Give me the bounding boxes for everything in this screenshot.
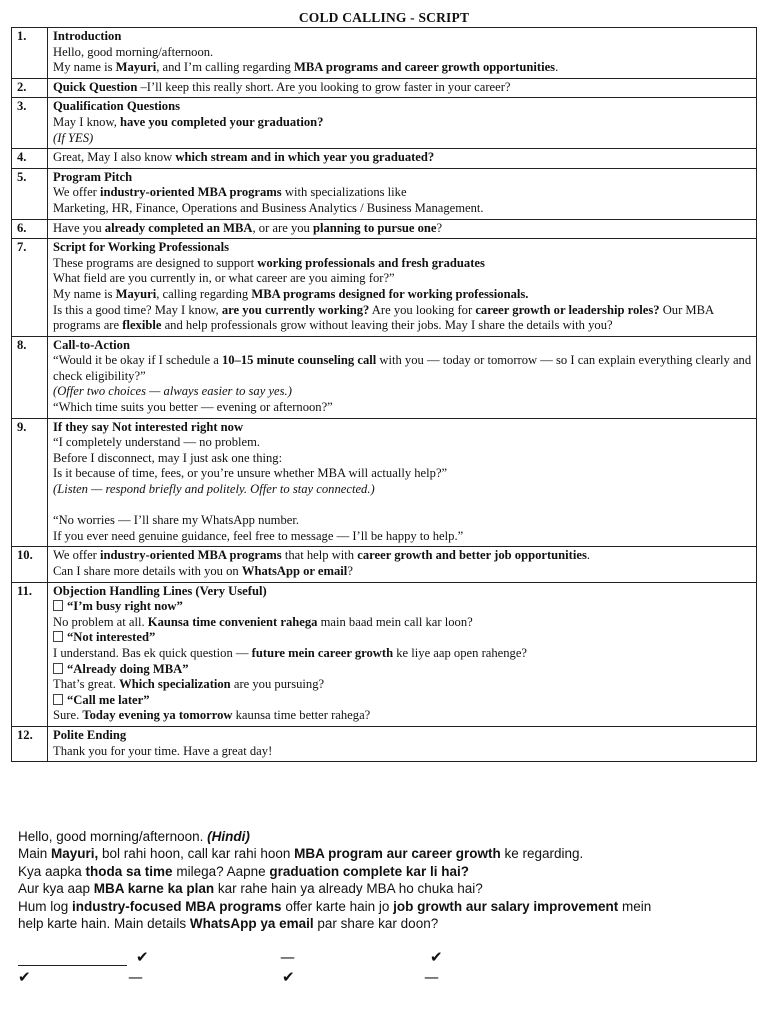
text: What field are you currently in, or what career are you aiming for?” [53, 271, 395, 286]
section-title: Program Pitch [53, 169, 133, 184]
text: That’s great. [53, 677, 120, 692]
table-row [12, 336, 757, 418]
text: I understand. Bas ek quick question — [53, 645, 252, 660]
text-line [53, 45, 752, 61]
row-content [48, 149, 757, 169]
text-line [53, 744, 752, 760]
check-icon: ✔ [18, 968, 31, 986]
row-content [48, 98, 757, 149]
text: Sure. [53, 708, 83, 723]
table-row [12, 239, 757, 337]
text: Have you [53, 220, 105, 235]
checkmark-row [18, 948, 758, 988]
section-title: Polite Ending [53, 727, 127, 742]
text-line [53, 466, 752, 482]
bold-text: job growth aur salary improvement [393, 898, 619, 914]
bold-text: “Already doing MBA” [67, 661, 189, 676]
section-title: Introduction [53, 29, 122, 43]
check-icon: ✔ [282, 968, 295, 986]
row-number: 12. [12, 726, 48, 761]
checkbox-glyph-icon [53, 631, 63, 642]
text: main baad mein call kar loon? [317, 614, 473, 629]
row-content [48, 726, 757, 761]
text-line [53, 201, 752, 217]
text: . [586, 548, 591, 563]
text: , or are you [252, 220, 313, 235]
text-line [53, 131, 752, 147]
bold-text: flexible [122, 318, 162, 333]
hindi-script [18, 828, 758, 932]
bold-text: have you completed your graduation? [120, 114, 324, 129]
row-number: 8. [12, 336, 48, 418]
table-row [12, 168, 757, 219]
text-line [53, 482, 752, 498]
bold-text: already completed an MBA [104, 220, 253, 235]
text: Great, May I also know [53, 150, 176, 165]
text-line [53, 693, 752, 709]
text: No problem at all. [53, 614, 148, 629]
bold-text: graduation complete kar li hai? [269, 863, 469, 879]
text: bol rahi hoon, call kar rahi hoon [98, 846, 295, 862]
row-content [48, 28, 757, 79]
bold-text: “Call me later” [67, 692, 150, 707]
row-content [48, 78, 757, 98]
table-row [12, 582, 757, 726]
text-line [53, 400, 752, 416]
table-row [12, 418, 757, 547]
text-line [53, 513, 752, 529]
row-number: 11. [12, 582, 48, 726]
text-line [18, 863, 758, 880]
row-number: 3. [12, 98, 48, 149]
text: If you ever need genuine guidance, feel free to message — I’ll be happy to help.” [53, 528, 464, 543]
text: Is this a good time? May I know, [53, 302, 222, 317]
text-line [18, 915, 758, 932]
text: Marketing, HR, Finance, Operations and Business Analytics / Business Management. [53, 200, 484, 215]
bold-text: MBA programs and career growth opportunities [293, 60, 556, 75]
bold-text: Today evening ya tomorrow [82, 708, 233, 723]
text-line [53, 271, 752, 287]
row-number: 7. [12, 239, 48, 337]
bold-text: (Hindi) [207, 829, 250, 844]
text: We offer [53, 548, 101, 563]
checkbox-glyph-icon [53, 600, 63, 611]
text-line [53, 615, 752, 631]
text: Hello, good morning/afternoon. [18, 829, 208, 844]
bold-text: thoda sa time [85, 863, 173, 879]
table-row [12, 149, 757, 169]
row-number: 9. [12, 418, 48, 547]
text: Aur kya aap [18, 881, 94, 897]
table-row [12, 98, 757, 149]
text: “No worries — I’ll share my WhatsApp number. [53, 513, 299, 528]
row-content [48, 336, 757, 418]
text-line [18, 898, 758, 915]
text: Thank you for your time. Have a great day! [53, 743, 273, 758]
row-number: 10. [12, 547, 48, 582]
bold-text: industry-focused MBA programs [72, 898, 282, 914]
text: mein [618, 898, 652, 914]
bold-text: Mayuri [115, 60, 157, 75]
text-line [53, 646, 752, 662]
bold-text: WhatsApp ya email [189, 916, 314, 932]
section-title: If they say Not interested right now [53, 419, 244, 434]
bold-text: planning to pursue one [313, 220, 437, 235]
dash: — [424, 968, 439, 986]
text: par share kar doon? [313, 916, 439, 932]
bold-text: 10–15 minute counseling call [221, 353, 377, 368]
text-line [53, 630, 752, 646]
bold-text: Mayuri, [51, 846, 99, 862]
text-line [53, 708, 752, 724]
bold-text: “Not interested” [67, 630, 156, 645]
text: These programs are designed to support [53, 255, 258, 270]
text-line [53, 548, 752, 564]
text: , and I’m calling regarding [156, 60, 294, 75]
text-line [53, 60, 752, 76]
bold-text: which stream and in which year you graduated? [175, 150, 435, 165]
text: ke regarding. [500, 846, 584, 862]
text: Kya aapka [18, 863, 86, 879]
text: . [555, 60, 559, 75]
table-row [12, 726, 757, 761]
text-line [53, 384, 752, 400]
text-line [53, 435, 752, 451]
blank-line [53, 498, 752, 514]
check-icon: ✔ [430, 948, 443, 966]
text-line [53, 256, 752, 272]
row-number: 5. [12, 168, 48, 219]
italic-note: (Offer two choices — always easier to say yes.) [53, 384, 292, 399]
bold-text: MBA programs designed for working professionals. [251, 286, 529, 301]
text: Our MBA programs are [53, 302, 714, 333]
italic-note: (If YES) [53, 130, 94, 145]
text: offer karte hain jo [281, 898, 394, 914]
text-line [53, 529, 752, 545]
text-line [53, 287, 752, 303]
bold-text: WhatsApp or email [241, 564, 348, 578]
row-number: 6. [12, 219, 48, 239]
dash: — [128, 968, 143, 986]
bold-text: Kaunsa time convenient rahega [147, 614, 318, 629]
text-line [53, 662, 752, 678]
script-table [11, 27, 757, 762]
table-row [12, 28, 757, 79]
checkbox-glyph-icon [53, 694, 63, 705]
text: Is it because of time, fees, or you’re unsure whether MBA will actually help?” [53, 466, 448, 481]
text-line [18, 880, 758, 897]
row-content [48, 239, 757, 337]
text-line [53, 303, 752, 334]
text: Hum log [18, 898, 73, 914]
text: kaunsa time better rahega? [232, 708, 371, 723]
text-line [53, 221, 752, 237]
text: with you — today or tomorrow — so I can explain everything clearly and check eligibility?” [53, 353, 752, 383]
text: with specializations like [281, 185, 407, 200]
text: milega? Aapne [172, 863, 270, 879]
bold-text: working professionals and fresh graduates [257, 255, 485, 270]
table-row [12, 78, 757, 98]
text: Before I disconnect, may I just ask one thing: [53, 450, 283, 465]
bold-text: are you currently working? [221, 302, 370, 317]
text-line [53, 115, 752, 131]
text: Are you looking for [369, 302, 476, 317]
underline [18, 965, 127, 966]
text: Main [18, 846, 52, 862]
bold-text: MBA program aur career growth [294, 846, 501, 862]
dash: — [280, 948, 295, 966]
document-title: COLD CALLING - SCRIPT [298, 10, 470, 25]
bold-text: Mayuri [115, 286, 157, 301]
text-line [53, 677, 752, 693]
text-line [18, 845, 758, 862]
bold-text: career growth and better job opportunities [357, 548, 587, 563]
text: Hello, good morning/afternoon. [53, 44, 214, 59]
row-content [48, 418, 757, 547]
text: “I completely understand — no problem. [53, 435, 261, 450]
check-icon: ✔ [136, 948, 149, 966]
text-line [18, 828, 758, 845]
bold-text: Which specialization [119, 677, 231, 692]
bold-text: industry-oriented MBA programs [100, 185, 282, 200]
text: ? [347, 564, 353, 578]
text: are you pursuing? [230, 677, 325, 692]
text: “Which time suits you better — evening or afternoon?” [53, 400, 333, 415]
text-line [53, 150, 752, 166]
text: ? [436, 220, 443, 235]
row-content [48, 582, 757, 726]
text: kar rahe hain ya already MBA ho chuka hai? [214, 881, 483, 897]
section-title: Call-to-Action [53, 337, 130, 352]
text: ke liye aap open rahenge? [393, 645, 528, 660]
text-line [53, 353, 752, 384]
checkbox-glyph-icon [53, 663, 63, 674]
text: We offer [53, 185, 101, 200]
bold-text: future mein career growth [251, 645, 394, 660]
text: that help with [281, 548, 358, 563]
bold-text: career growth or leadership roles? [475, 302, 660, 317]
italic-note: (Listen — respond briefly and politely. Offer to stay connected.) [53, 482, 375, 497]
row-content [48, 547, 757, 582]
text-line [53, 451, 752, 467]
text-line [53, 185, 752, 201]
text: My name is [53, 286, 116, 301]
text: help karte hain. Main details [18, 916, 190, 932]
text-line [53, 599, 752, 615]
text: –I’ll keep this really short. Are you looking to grow faster in your career? [137, 79, 511, 94]
row-number: 2. [12, 78, 48, 98]
table-row [12, 547, 757, 582]
table-row [12, 219, 757, 239]
text: and help professionals grow without leaving their jobs. May I share the details with you? [161, 318, 613, 333]
text-line [53, 564, 752, 580]
bold-text: “I’m busy right now” [67, 599, 183, 614]
section-title: Objection Handling Lines (Very Useful) [53, 583, 267, 598]
row-number: 4. [12, 149, 48, 169]
section-title: Qualification Questions [53, 99, 181, 114]
text: My name is [53, 60, 116, 75]
row-content [48, 168, 757, 219]
text: , calling regarding [156, 286, 252, 301]
text: “Would it be okay if I schedule a [53, 353, 222, 368]
text: Can I share more details with you on [53, 564, 242, 578]
bold-text: industry-oriented MBA programs [100, 548, 282, 563]
text: May I know, [53, 114, 121, 129]
row-number: 1. [12, 28, 48, 79]
row-content [48, 219, 757, 239]
text-line [53, 80, 752, 96]
bold-text: Quick Question [53, 79, 138, 94]
section-title: Script for Working Professionals [53, 240, 229, 255]
bold-text: MBA karne ka plan [93, 881, 215, 897]
